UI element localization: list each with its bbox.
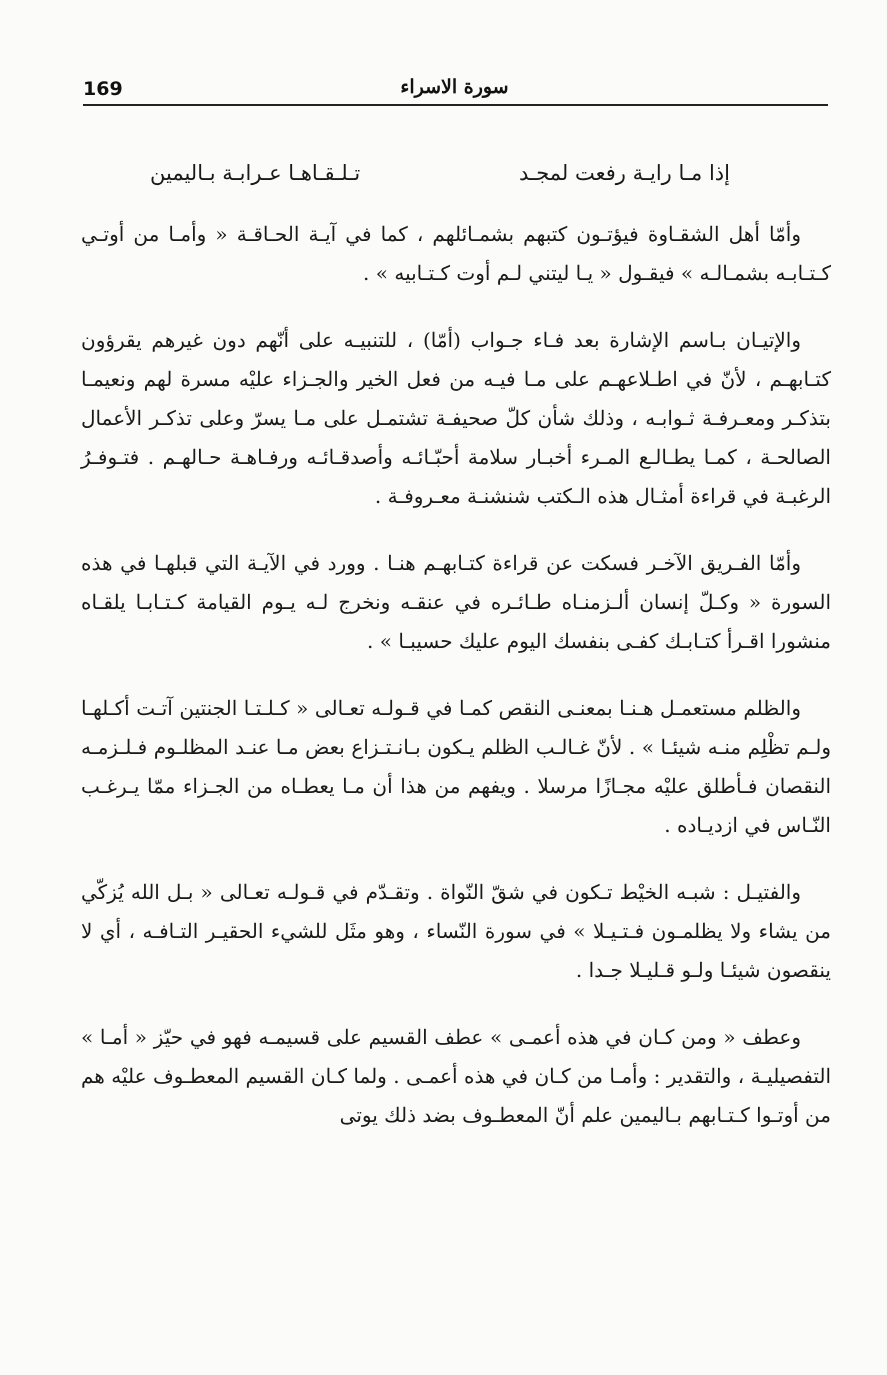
header-rule [83,104,828,106]
paragraph: والظلم مستعمـل هـنـا بمعنـى النقص كمـا في قـولـه تعـالى « كـلـتـا الجنتين آتـت أكـلهـا ولـم تظْلِم منـه شيئـا » . لأنّ غـالـب الظلم يـكون بـانـتـزاع بعض مـا عنـد المظلـوم فـلـزمـه النقصان فـأطلق عليْه مجـازًا مرسلا . ويفهم من هذا أن مـا يعطـاه من الجـزاء ممّا يـرغـب النّـاس في ازديـاده . [81,696,831,837]
paragraph: وعطف « ومن كـان في هذه أعمـى » عطف القسيم على قسيمـه فهو في حيّز « أمـا » التفصيليـة ، والتقدير : وأمـا من كـان في هذه أعمـى . ولما كـان القسيم المعطـوف عليْه هم من أوتـوا كـتـابهم بـاليمين علم أنّ المعطـوف بضد ذلك يوتى [81,1025,831,1127]
verse-hemistich-first: إذا مـا رايـة رفعت لمجـد [519,161,730,185]
page-header [83,68,826,104]
paragraph: والإتيـان بـاسم الإشارة بعد فـاء جـواب (أمّا) ، للتنبيـه على أنّهم دون غيرهم يقرؤون كتـابهـم ، لأنّ في اطـلاعهـم على مـا فيـه من فعل الخير والجـزاء عليْه مسرة لهم ونعيمـا بتذكـر ومعـرفـة ثـوابـه ، وذلك شأن كلّ صحيفـة تشتمـل على مـا يسرّ وعلى تذكـر الأعمال الصالحـة ، كمـا يطـالـع المـرء أخبـار سلامة أحبّـائـه وأصدقـائـه ورفـاهـة حـالهـم . فتـوفـرُ الرغبـة في قراءة أمثـال هذه الـكتب شنشنـة معـروفـة . [81,328,831,508]
paragraph: وأمّا الفـريق الآخـر فسكت عن قراءة كتـابهـم هنـا . وورد في الآيـة التي قبلهـا في هذه السورة « وكـلّ إنسان ألـزمنـاه طـائـره في عنقـه ونخرج لـه يـوم القيامة كـتـابـا يلقـاه منشورا اقـرأ كتـابـك كفـى بنفسك اليوم عليك حسيبـا » . [81,551,831,653]
running-title: سورة الاسراء [400,76,509,98]
paragraph: وأمّا أهل الشقـاوة فيؤتـون كتبهم بشمـائلهم ، كما في آيـة الحـاقـة « وأمـا من أوتـي كـتـابـه بشمـالـه » فيقـول « يـا ليتني لـم أوت كـتـابيه » . [81,222,831,285]
body-text [81,215,831,1163]
verse-hemistich-second: تـلـقـاهـا عـرابـة بـاليمين [150,161,361,185]
poetry-verse [150,158,730,188]
paragraph: والفتيـل : شبـه الخيْط تـكون في شقّ النّواة . وتقـدّم في قـولـه تعـالى « بـل الله يُزكّي من يشاء ولا يظلمـون فـتـيـلا » في سورة النّساء ، وهو مثَل للشيء الحقيـر التـافـه ، أي لا ينقصون شيئـا ولـو قـليـلا جـدا . [81,880,831,982]
page-number: 169 [83,78,123,100]
